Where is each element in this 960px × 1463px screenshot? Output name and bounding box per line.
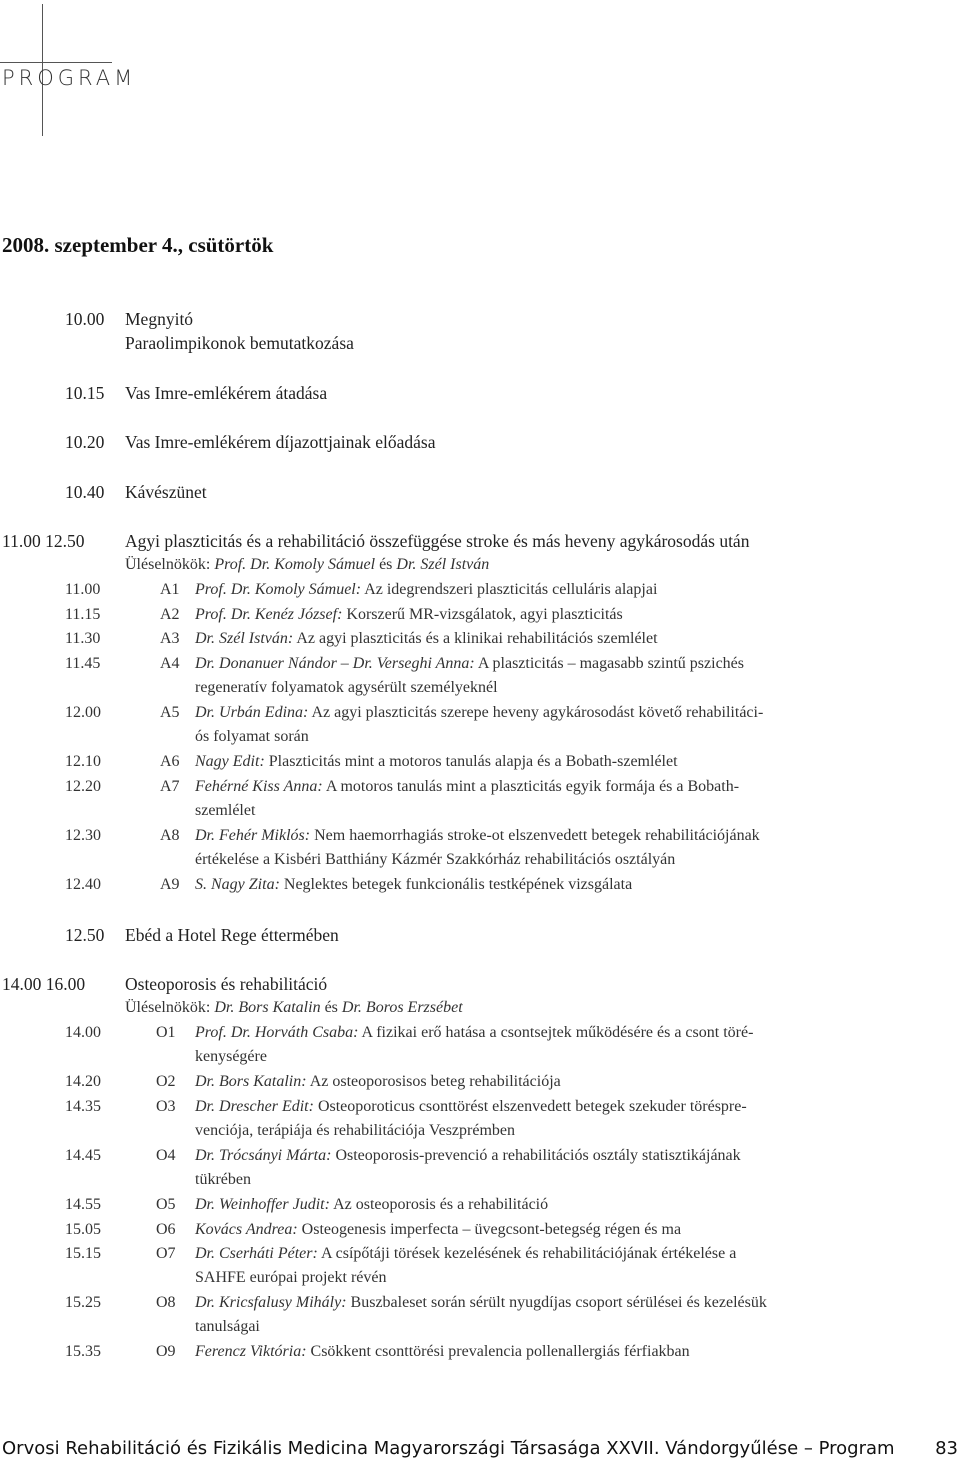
talk-title: Osteogenesis imperfecta – üvegcsont-betegség régen és ma: [301, 1221, 682, 1238]
talk-time: 15.35: [65, 1343, 101, 1360]
talk-code: O7: [156, 1245, 176, 1262]
talk-time: 14.55: [65, 1196, 101, 1213]
talk-title: Az agyi plaszticitás szerepe heveny agykárosodást követő rehabilitáci-: [311, 704, 764, 721]
session-header: [2, 972, 328, 996]
talk-code: A7: [160, 778, 180, 795]
talk-author: Dr. Weinhoffer Judit:: [195, 1196, 330, 1213]
talk-code: A5: [160, 704, 180, 721]
item-time: 10.40: [65, 482, 105, 502]
item-text: Ebéd a Hotel Rege éttermében: [125, 925, 339, 945]
talk-title: A plaszticitás – magasabb szintű pszichés: [477, 655, 744, 672]
talk-item: [65, 627, 658, 651]
talk-item: [65, 1021, 754, 1065]
talk-code: O6: [156, 1221, 176, 1238]
page-footer: [2, 1438, 958, 1459]
talk-author: Dr. Donanuer Nándor – Dr. Verseghi Anna:: [195, 655, 475, 672]
talk-author: Dr. Bors Katalin:: [195, 1073, 307, 1090]
talk-author: Dr. Trócsányi Márta:: [195, 1147, 332, 1164]
talk-time: 12.00: [65, 704, 101, 721]
talk-code: O9: [156, 1343, 176, 1360]
talk-time: 11.30: [65, 630, 101, 647]
talk-item: [65, 1242, 737, 1286]
talk-time: 11.00: [65, 581, 101, 598]
talk-code: O2: [156, 1073, 176, 1090]
talk-author: Dr. Urbán Edina:: [195, 704, 309, 721]
talk-code: A8: [160, 827, 180, 844]
session-title: Agyi plaszticitás és a rehabilitáció összefüggése stroke és más heveny agykárosodás után: [125, 531, 750, 551]
footer-text: Orvosi Rehabilitáció és Fizikális Medicina Magyarországi Társasága XXVII. Vándorgyűlése – Program: [2, 1438, 895, 1459]
talk-time: 15.05: [65, 1221, 101, 1238]
talk-code: O5: [156, 1196, 176, 1213]
talk-author: Nagy Edit:: [195, 753, 265, 770]
talk-title: A fizikai erő hatása a csontsejtek működésére és a csont töré-: [361, 1024, 754, 1041]
talk-author: Dr. Drescher Edit:: [195, 1098, 314, 1115]
item-text: Vas Imre-emlékérem díjazottjainak előadása: [125, 432, 436, 452]
talk-code: O4: [156, 1147, 176, 1164]
talk-item: [65, 1193, 549, 1217]
session-header: [2, 529, 750, 553]
talk-author: Kovács Andrea:: [195, 1221, 298, 1238]
talk-title: Osteoporoticus csonttörést elszenvedett betegek szekuder töréspre-: [317, 1098, 747, 1115]
talk-title: Buszbaleset során sérült nyugdíjas csoport sérülései és kezelésük: [350, 1294, 767, 1311]
item-text: Vas Imre-emlékérem átadása: [125, 383, 328, 403]
chairs-prefix: Üléselnökök:: [125, 999, 211, 1016]
talk-item: [65, 1144, 741, 1188]
talk-author: Fehérné Kiss Anna:: [195, 778, 323, 795]
talk-time: 12.40: [65, 876, 101, 893]
talk-time: 12.20: [65, 778, 101, 795]
talk-title: Osteoporosis-prevenció a rehabilitációs osztály statisztikájának: [335, 1147, 741, 1164]
talk-author: Dr. Szél István:: [195, 630, 294, 647]
item-text: Megnyitó: [125, 309, 194, 329]
chair-name: Dr. Bors Katalin: [214, 999, 321, 1016]
schedule-item: [65, 480, 207, 504]
talk-time: 11.45: [65, 655, 101, 672]
session-chairs: [125, 996, 463, 1020]
talk-code: O1: [156, 1024, 176, 1041]
chairs-and: és: [379, 556, 393, 573]
talk-title: Az osteoporosis és a rehabilitáció: [333, 1196, 549, 1213]
talk-code: A6: [160, 753, 180, 770]
talk-title-cont: értékelése a Kisbéri Batthiány Kázmér Szakkórház rehabilitációs osztályán: [195, 851, 676, 868]
talk-title: Korszerű MR-vizsgálatok, agyi plaszticitás: [346, 606, 623, 623]
talk-code: O3: [156, 1098, 176, 1115]
talk-item: [65, 1095, 747, 1139]
program-label: PROGRAM: [2, 66, 137, 90]
talk-title: Plaszticitás mint a motoros tanulás alapja és a Bobath-szemlélet: [268, 753, 678, 770]
talk-item: [65, 1340, 690, 1364]
talk-item: [65, 775, 740, 819]
schedule-item: [65, 381, 328, 405]
talk-item: [65, 824, 760, 868]
talk-time: 12.10: [65, 753, 101, 770]
item-time: 12.50: [65, 925, 105, 945]
chairs-prefix: Üléselnökök:: [125, 556, 211, 573]
talk-author: Ferencz Viktória:: [195, 1343, 307, 1360]
date-heading: 2008. szeptember 4., csütörtök: [2, 233, 274, 257]
session-time: 11.00 12.50: [2, 531, 85, 551]
talk-item: [65, 750, 678, 774]
session-title: Osteoporosis és rehabilitáció: [125, 974, 328, 994]
talk-code: A4: [160, 655, 180, 672]
talk-item: [65, 578, 658, 602]
talk-title: Az idegrendszeri plaszticitás celluláris alapjai: [364, 581, 658, 598]
talk-title-cont: venciója, terápiája és rehabilitációja Veszprémben: [195, 1122, 515, 1139]
talk-title-cont: szemlélet: [195, 802, 256, 819]
talk-title-cont: regeneratív folyamatok agysérült személyeknél: [195, 679, 498, 696]
chair-name: Dr. Szél István: [396, 556, 490, 573]
talk-title: A csípőtáji törések kezelésének és rehabilitációjának értékelése a: [320, 1245, 737, 1262]
talk-item: [65, 1070, 561, 1094]
talk-author: Prof. Dr. Kenéz József:: [195, 606, 343, 623]
talk-title-cont: kenységére: [195, 1048, 267, 1065]
chairs-and: és: [324, 999, 338, 1016]
talk-time: 15.15: [65, 1245, 101, 1262]
page-number: 83: [935, 1438, 958, 1459]
talk-title-cont: SAHFE európai projekt révén: [195, 1269, 387, 1286]
talk-item: [65, 603, 623, 627]
talk-title: Csökkent csonttörési prevalencia pollenallergiás férfiakban: [310, 1343, 690, 1360]
talk-author: Dr. Cserháti Péter:: [195, 1245, 318, 1262]
talk-code: A9: [160, 876, 180, 893]
session-chairs: [125, 553, 489, 577]
session-time: 14.00 16.00: [2, 974, 86, 994]
talk-title: Az agyi plaszticitás és a klinikai rehabilitációs szemlélet: [296, 630, 658, 647]
talk-time: 15.25: [65, 1294, 101, 1311]
talk-time: 14.20: [65, 1073, 101, 1090]
talk-time: 11.15: [65, 606, 101, 623]
schedule-item: [65, 307, 354, 353]
talk-item: [65, 652, 744, 696]
talk-time: 14.00: [65, 1024, 101, 1041]
item-time: 10.00: [65, 309, 105, 329]
item-text: Kávészünet: [125, 482, 207, 502]
talk-code: A3: [160, 630, 180, 647]
talk-title: A motoros tanulás mint a plaszticitás egyik formája és a Bobath-: [325, 778, 740, 795]
talk-code: A1: [160, 581, 180, 598]
talk-time: 14.35: [65, 1098, 101, 1115]
chair-name: Prof. Dr. Komoly Sámuel: [214, 556, 376, 573]
talk-author: Prof. Dr. Komoly Sámuel:: [195, 581, 362, 598]
talk-item: [65, 701, 764, 745]
talk-code: O8: [156, 1294, 176, 1311]
item-text: Paraolimpikonok bemutatkozása: [125, 333, 354, 353]
talk-item: [65, 873, 633, 897]
talk-author: S. Nagy Zita:: [195, 876, 280, 893]
talk-item: [65, 1291, 767, 1335]
talk-author: Dr. Fehér Miklós:: [195, 827, 311, 844]
schedule-item: [65, 430, 436, 454]
talk-time: 12.30: [65, 827, 101, 844]
talk-title: Neglektes betegek funkcionális testképének vizsgálata: [283, 876, 633, 893]
talk-title: Az osteoporosisos beteg rehabilitációja: [309, 1073, 561, 1090]
talk-title-cont: tanulságai: [195, 1318, 260, 1335]
item-time: 10.20: [65, 432, 105, 452]
chair-name: Dr. Boros Erzsébet: [341, 999, 463, 1016]
talk-code: A2: [160, 606, 180, 623]
talk-title-cont: ós folyamat során: [195, 728, 309, 745]
header-horizontal-rule: [0, 62, 112, 63]
talk-item: [65, 1218, 682, 1242]
talk-author: Prof. Dr. Horváth Csaba:: [195, 1024, 359, 1041]
schedule-item: [65, 923, 339, 947]
talk-title: Nem haemorrhagiás stroke-ot elszenvedett betegek rehabilitációjának: [314, 827, 760, 844]
talk-time: 14.45: [65, 1147, 101, 1164]
talk-author: Dr. Kricsfalusy Mihály:: [195, 1294, 347, 1311]
talk-title-cont: tükrében: [195, 1171, 251, 1188]
item-time: 10.15: [65, 383, 105, 403]
